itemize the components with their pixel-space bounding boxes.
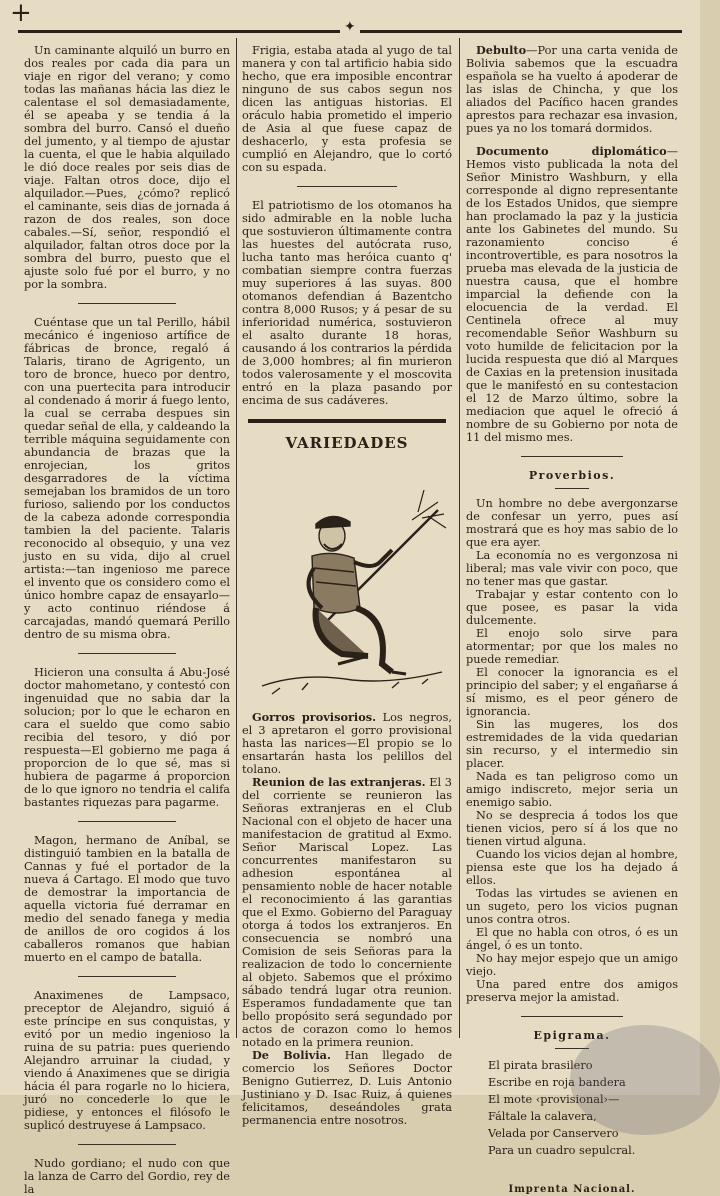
kneeling-soldier-illustration <box>242 458 452 698</box>
article-abu-jose: Hicieron una consulta á Abu-José doctor mahometano, y contestó con ingenuidad que no sabia dar la solucion; por lo que le echaron en cara el sueldo que como sabio recibia del tesoro, y dió por respuesta—El gobierno me paga á proporcion de lo que sé, mas si hubiera de pagarme á proporcion de lo que ignoro no tendria el califa bastantes riquezas para pagarme. <box>24 666 230 809</box>
divider <box>555 488 589 489</box>
article-perillo: Cuéntase que un tal Perillo, hábil mecánico é ingenioso artífice de fábricas de bronce, regaló á Talaris, tirano de Agrigento, un toro de bronce, hueco por dentro, con una puertecita para introducir al condenado á morir á fuego lento, la cual se cerraba despues sin quedar señal de ella, y caldeando la terrible máquina seguidamente con abundancia de brazas que la enrojecian, los gritos desgarradores de la víctima semejaban los bramidos de un toro furioso, saliendo por los conductos de la cabeza adonde correspondia tambien la del paciente. Talaris reconocido al obsequio, y una vez justo en su vida, dijo al cruel artista:—tan ingenioso me parece el invento que os considero como el único hombre capaz de ensayarlo—y acto continuo riéndose á carcajadas, mandó quemará Perillo dentro de su misma obra. <box>24 316 230 641</box>
divider <box>521 1016 623 1017</box>
proverbios-title: Proverbios. <box>528 469 616 482</box>
column-1 <box>24 44 230 1196</box>
proverb: No se desprecia á todos los que tienen vicios, pero sí á los que no tienen virtud alguna. <box>466 809 678 848</box>
documento-heading: Documento diplomático <box>476 144 667 158</box>
proverb: Todas las virtudes se avienen en un sugeto, pero los vicios pugnan unos contra otros. <box>466 887 678 926</box>
debulto-text: —Por una carta venida de Bolivia sabemos que la escuadra española se ha vuelto á apoderar de las islas de Chincha, y que los aliados del Pacífico hacen grandes aprestos para rechazar esa invasion, pues ya no los tomará dormidos. <box>466 44 678 135</box>
top-ornament-icon: ✦ <box>340 20 360 34</box>
variedades-title: VARIEDADES <box>285 434 409 452</box>
epigrama-title: Epigrama. <box>533 1029 611 1042</box>
article-gorros <box>242 711 452 776</box>
verse-line: El mote ‹provisional›— <box>488 1093 620 1106</box>
proverb: Un hombre no debe avergonzarse de confesar un yerro, pues así mostrará que es hoy mas sabio de lo que era ayer. <box>466 497 678 549</box>
article-anaximenes: Anaximenes de Lampsaco, preceptor de Alejandro, siguió á este príncipe en sus conquistas, y evitó por un medio ingenioso la ruina de su patria: pues queriendo Alejandro arruinar la ciudad, y viendo á Anaximenes que se dirigia hácia él para rogarle no lo hiciera, juró no concederle lo que le pidiese, y entonces el filósofo le suplicó destruyese á Lampsaco. <box>24 989 230 1132</box>
proverb: Trabajar y estar contento con lo que posee, es pasar la vida dulcemente. <box>466 588 678 627</box>
divider <box>297 186 398 187</box>
verse-line: Escribe en roja bandera <box>488 1076 626 1089</box>
reunion-heading: Reunion de las extranjeras. <box>252 775 426 789</box>
gorros-heading: Gorros provisorios. <box>252 710 377 724</box>
column-2 <box>242 44 453 1127</box>
imprenta-footer: Imprenta Nacional. <box>508 1184 636 1195</box>
documento-text: —Hemos visto publicada la nota del Señor Ministro Washburn, y ella corresponde al digno representante de los Estados Unidos, que siempre han proclamado la paz y la justicia ante los Gabinetes del mundo. Su razonamiento conciso é incontrovertible, es para nosotros la prueba mas elevada de la justicia de nuestra causa, que el hombre imparcial la defiende con la elocuencia de la verdad. El Centinela ofrece al muy recomendable Señor Washburn su voto humilde de felicitacion por la lucida respuesta que dió al Marques de Caxias en la pretension inusitada que le manifestó en su contestacion el 12 de Marzo último, sobre la mediacion que aquel le ofreció á nombre de su Gobierno por nota de 11 del mismo mes. <box>466 145 678 444</box>
divider <box>78 303 177 304</box>
section-rule <box>248 419 445 423</box>
proverb: Una pared entre dos amigos preserva mejor la amistad. <box>466 978 678 1004</box>
proverb: Sin las mugeres, los dos estremidades de la vida quedarian sin recurso, y el intermedio sin placer. <box>466 718 678 770</box>
verse-line: Velada por Canservero <box>488 1127 619 1140</box>
proverb: Cuando los vicios dejan al hombre, piensa este que los ha dejado á ellos. <box>466 848 678 887</box>
debulto-heading: Debulto <box>476 43 527 57</box>
article-reunion <box>242 776 452 1049</box>
column-divider <box>236 38 237 1038</box>
proverb: El enojo solo sirve para atormentar; por que los males no puede remediar. <box>466 627 678 666</box>
proverb: El conocer la ignorancia es el principio del saber; y el engañarse á sí mismo, es el peor género de ignorancia. <box>466 666 678 718</box>
divider <box>78 976 177 977</box>
article-nudo-continued: Frigia, estaba atada al yugo de tal manera y con tal artificio habia sido hecho, que era imposible encontrar ninguno de sus cabos segun nos dicen las antiguas historias. El oráculo habia prometido el imperio de Asia al que fuese capaz de deshacerlo, y esta profesia se cumplió en Alejandro, que lo cortó con su espada. <box>242 44 452 174</box>
divider <box>78 653 177 654</box>
divider <box>521 456 623 457</box>
bolivia-text: Han llegado de comercio los Señores Doctor Benigno Gutierrez, D. Luis Antonio Justiniano y D. Isac Ruiz, á quienes felicitamos, deseándoles grata permanencia entre nosotros. <box>242 1049 453 1127</box>
article-nudo-gordiano: Nudo gordiano; el nudo con que la lanza de Carro del Gordio, rey de la <box>24 1157 230 1196</box>
article-otomanos: El patriotismo de los otomanos ha sido admirable en la noble lucha que sostuvieron últimamente contra las huestes del autócrata ruso, lucha tanto mas heróica cuanto q' combatian siempre contra fuerzas muy superiores á las suyas. 800 otomanos defendian á Bazentcho contra 8,000 Rusos; y á pesar de su inferioridad numérica, sostuvieron el asalto durante 18 horas, causando á los contrarios la pérdida de 3,000 hombres; al fin murieron todos valerosamente y el moscovita entró en la plaza pasando por encima de sus cadáveres. <box>242 199 452 407</box>
article-bolivia <box>242 1049 452 1127</box>
article-debulto <box>466 44 678 135</box>
library-stamp-icon <box>570 1025 720 1135</box>
divider <box>78 1144 177 1145</box>
divider <box>78 821 177 822</box>
proverbios-list <box>466 497 678 1004</box>
article-magon: Magon, hermano de Aníbal, se distinguió tambien en la batalla de Cannas y fué el portador de la nueva á Cartago. El modo que tuvo de demostrar la importancia de aquella victoria fué derramar en medio del senado fanega y media de anillos de oro cogidos á los caballeros romanos que habian muerto en el campo de batalla. <box>24 834 230 964</box>
proverb: Nada es tan peligroso como un amigo indiscreto, mejor seria un enemigo sabio. <box>466 770 678 809</box>
proverb: No hay mejor espejo que un amigo viejo. <box>466 952 678 978</box>
verse-line: Fáltale la calavera, <box>488 1110 597 1123</box>
corner-mark: + <box>10 0 32 28</box>
reunion-text: El 3 del corriente se reunieron las Señoras extranjeras en el Club Nacional con el objeto de hacer una manifestacion de gratitud al Exmo. Señor Mariscal Lopez. Las concurrentes manifestaron su adhesion espontánea al pensamiento noble de hacer notable el reconocimiento á las garantias que el Exmo. Gobierno del Paraguay otorga á todos los extranjeros. En consecuencia se nombró una Comision de seis Señoras para la realizacion de todo lo concerniente al objeto. Sabemos que el próximo sábado tendrá lugar otra reunion. Esperamos fundadamente que tan bello propósito será segundado por actos de corazon como lo hemos notado en la primera reunion. <box>242 776 452 1049</box>
column-3 <box>466 43 678 1195</box>
column-divider <box>459 38 460 1038</box>
proverb: La economía no es vergonzosa ni liberal; mas vale vivir con poco, que no tener mas que gastar. <box>466 549 678 588</box>
gorros-text: Los negros, el 3 apretaron el gorro provisional hasta las narices—El propio se lo ensartarán hasta los pelillos del tolano. <box>242 711 453 776</box>
article-documento <box>466 145 678 444</box>
article-caminante: Un caminante alquiló un burro en dos reales por cada dia para un viaje en rigor del verano; y como todas las mañanas hácia las diez le calentase el sol demasiadamente, él se apeaba y se tendia á la sombra del burro. Cansó el dueño del jumento, y al tiempo de ajustar la cuenta, el que le habia alquilado le dió doce reales por seis dias de viaje. Faltan otros doce, dijo el alquilador.—Pues, ¿cómo? replicó el caminante, seis dias de jornada á razon de dos reales, son doce cabales.—Sí, señor, respondió el alquilador, faltan otros doce por la sombra del burro, puesto que el ajuste solo fué por el burro, y no por la sombra. <box>24 44 230 291</box>
bolivia-heading: De Bolivia. <box>252 1048 331 1062</box>
proverb: El que no habla con otros, ó es un ángel, ó es un tonto. <box>466 926 678 952</box>
verse-line: Para un cuadro sepulcral. <box>488 1144 636 1157</box>
verse-line: El pirata brasilero <box>488 1059 593 1072</box>
